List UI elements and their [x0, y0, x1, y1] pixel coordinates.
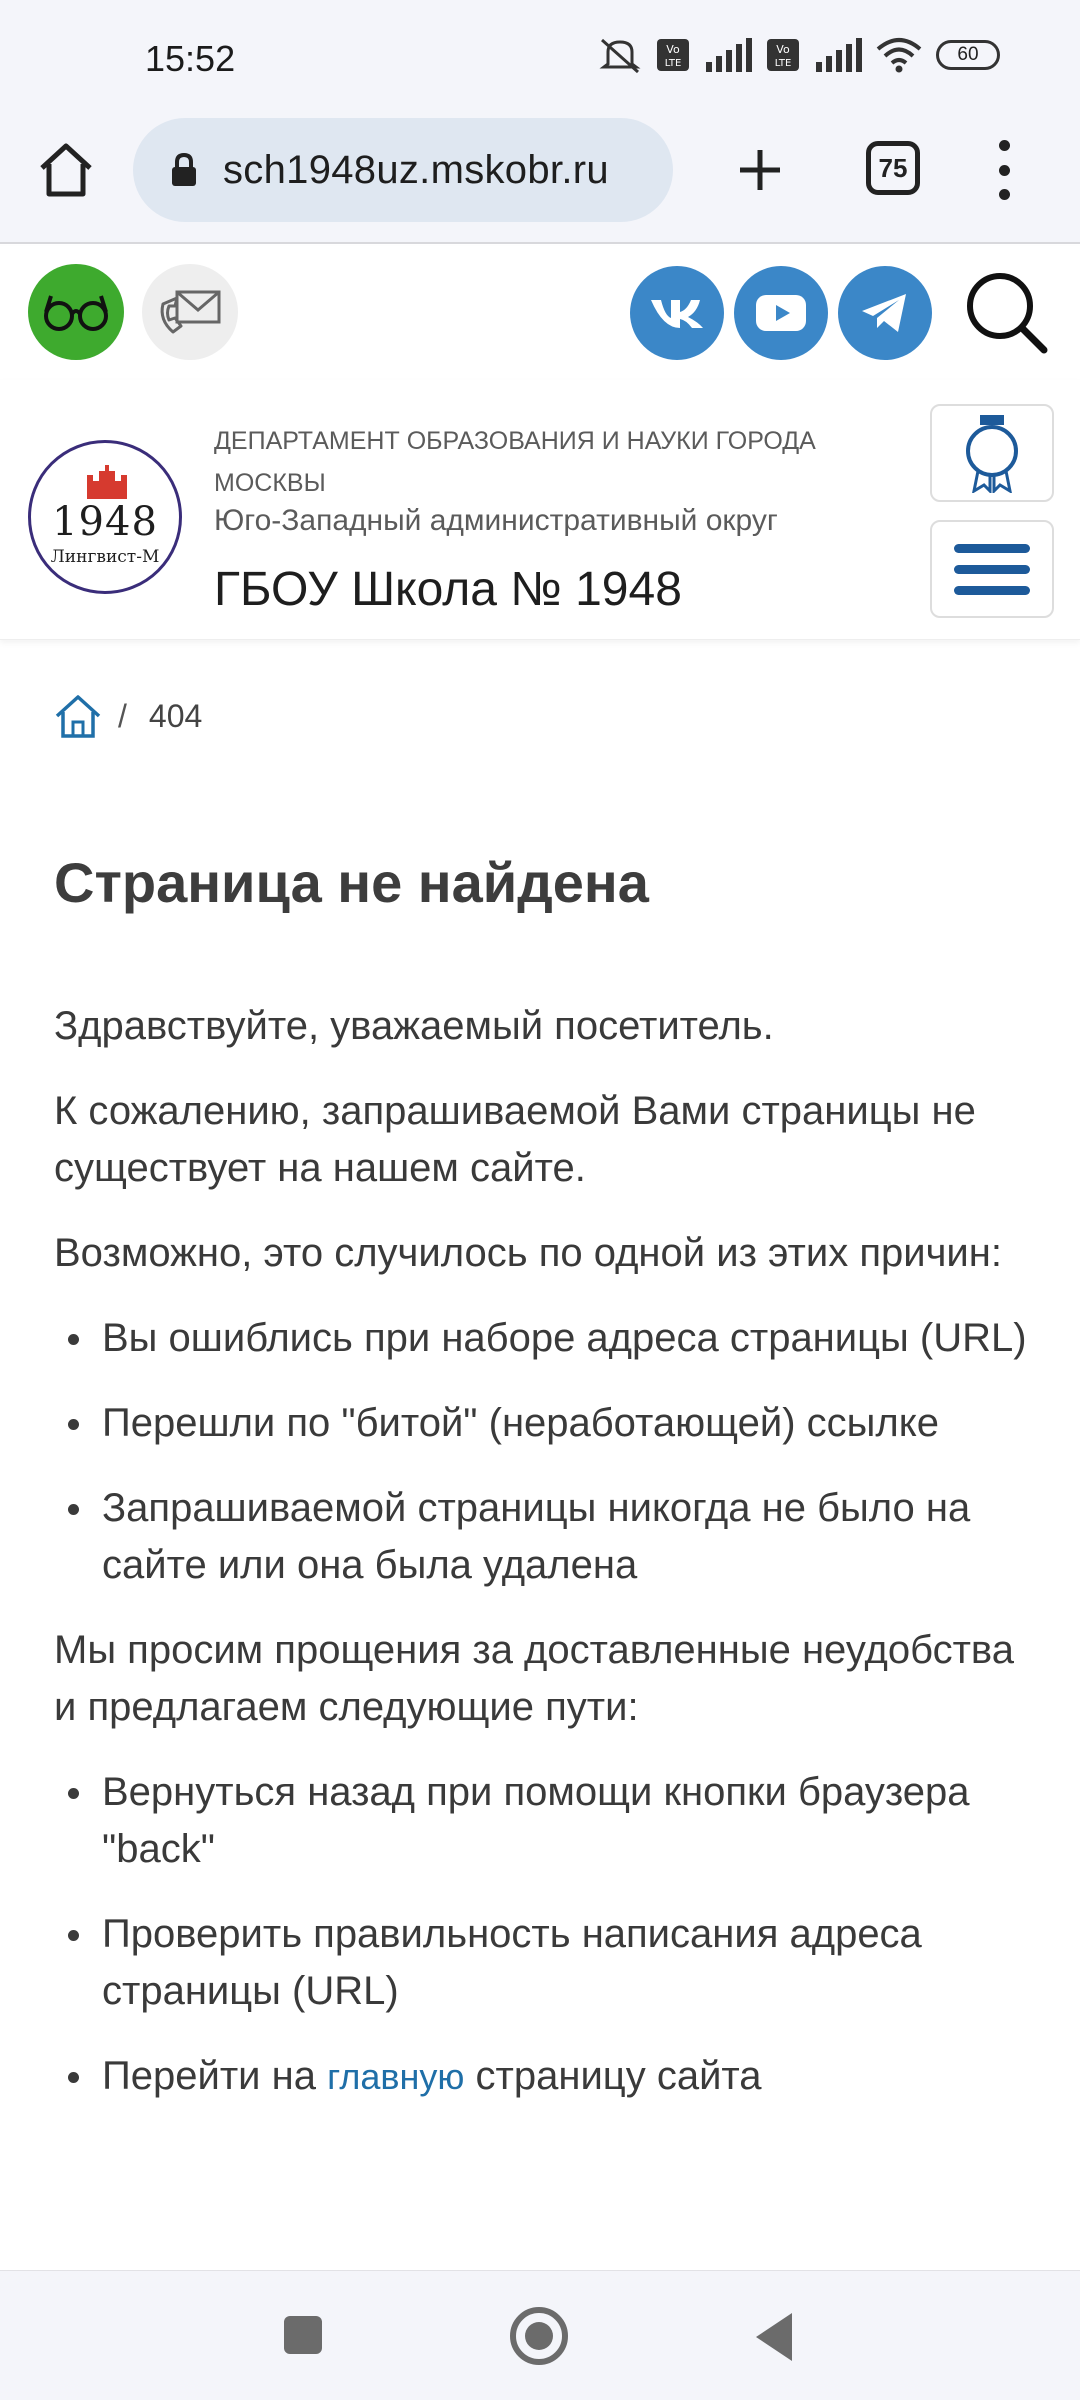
search-icon[interactable] — [962, 268, 1050, 356]
school-name[interactable]: ГБОУ Школа № 1948 — [214, 563, 682, 616]
phone-mail-icon — [157, 286, 223, 338]
department-name: ДЕПАРТАМЕНТ ОБРАЗОВАНИЯ И НАУКИ ГОРОДА МОСКВЫ — [214, 427, 816, 497]
castle-icon — [83, 463, 131, 499]
youtube-icon — [754, 293, 808, 333]
glasses-icon — [41, 292, 111, 332]
home-icon[interactable] — [54, 694, 102, 738]
status-bar — [0, 0, 1080, 118]
option-prefix: Перейти на — [102, 2054, 328, 2098]
url-text: sch1948uz.mskobr.ru — [223, 147, 609, 192]
breadcrumb — [54, 694, 202, 738]
list-item — [54, 2048, 1044, 2105]
signal-icon — [704, 38, 752, 72]
home-button[interactable] — [510, 2307, 568, 2365]
status-time: 15:52 — [145, 38, 236, 79]
options-list — [54, 1764, 1044, 2105]
list-item: Проверить правильность написания адреса страницы (URL) — [54, 1906, 1044, 2020]
greeting-text: Здравствуйте, уважаемый посетитель. — [54, 1004, 774, 1048]
regret-text: К сожалению, запрашиваемой Вами страницы не существует на нашем сайте. — [54, 1089, 976, 1190]
menu-dot — [999, 165, 1010, 176]
telegram-icon — [860, 291, 910, 335]
award-button[interactable] — [930, 404, 1054, 502]
back-button[interactable] — [756, 2313, 792, 2361]
list-item: Запрашиваемой страницы никогда не было на сайте или она была удалена — [54, 1480, 1044, 1594]
breadcrumb-separator: / — [118, 697, 127, 734]
mute-icon — [598, 36, 642, 74]
new-tab-icon[interactable] — [730, 140, 790, 200]
accessibility-button[interactable] — [28, 264, 124, 360]
home-page-link[interactable]: главную — [327, 2056, 465, 2097]
menu-dot — [999, 189, 1010, 200]
logo-subtitle: Лингвист-М — [50, 547, 160, 567]
system-navigation-bar — [0, 2270, 1080, 2400]
lock-icon — [169, 152, 199, 188]
logo-number: 1948 — [52, 499, 158, 545]
svg-text:Vo: Vo — [666, 43, 680, 56]
option-suffix: страницу сайта — [464, 2054, 762, 2098]
main-content — [54, 850, 1044, 2133]
vk-icon — [649, 296, 705, 330]
tabs-counter-button[interactable]: 75 — [866, 141, 920, 195]
battery-indicator: 60 — [936, 40, 1000, 70]
volte-icon-2 — [766, 38, 800, 72]
status-icons — [598, 36, 1000, 74]
wifi-icon — [876, 37, 922, 73]
telegram-button[interactable] — [838, 266, 932, 360]
medal-icon — [962, 413, 1022, 493]
main-menu-button[interactable] — [930, 520, 1054, 618]
menu-line — [954, 586, 1030, 595]
district-name: Юго-Западный административный округ — [214, 504, 778, 537]
signal-icon-2 — [814, 38, 862, 72]
school-logo[interactable] — [28, 440, 182, 594]
vk-button[interactable] — [630, 266, 724, 360]
browser-menu-button[interactable] — [990, 140, 1018, 200]
menu-dot — [999, 140, 1010, 151]
menu-line — [954, 544, 1030, 553]
contact-button[interactable] — [142, 264, 238, 360]
breadcrumb-current: 404 — [148, 697, 203, 734]
address-bar[interactable] — [133, 118, 673, 222]
svg-text:Vo: Vo — [776, 43, 790, 56]
recent-apps-button[interactable] — [284, 2316, 322, 2354]
menu-line — [954, 565, 1030, 574]
list-item: Вы ошиблись при наборе адреса страницы (URL) — [54, 1310, 1044, 1367]
browser-home-icon[interactable] — [36, 140, 96, 200]
volte-icon — [656, 38, 690, 72]
site-toolbar — [0, 246, 1080, 380]
browser-toolbar — [0, 118, 1080, 244]
school-header — [0, 380, 1080, 640]
svg-text:LTE: LTE — [664, 58, 682, 69]
svg-text:LTE: LTE — [774, 58, 792, 69]
reasons-list — [54, 1310, 1044, 1594]
apology-text: Мы просим прощения за доставленные неудобства и предлагаем следующие пути: — [54, 1628, 1014, 1729]
page-title: Страница не найдена — [54, 851, 649, 914]
reasons-intro: Возможно, это случилось по одной из этих причин: — [54, 1231, 1002, 1275]
youtube-button[interactable] — [734, 266, 828, 360]
list-item: Вернуться назад при помощи кнопки браузера "back" — [54, 1764, 1044, 1878]
list-item: Перешли по "битой" (неработающей) ссылке — [54, 1395, 1044, 1452]
